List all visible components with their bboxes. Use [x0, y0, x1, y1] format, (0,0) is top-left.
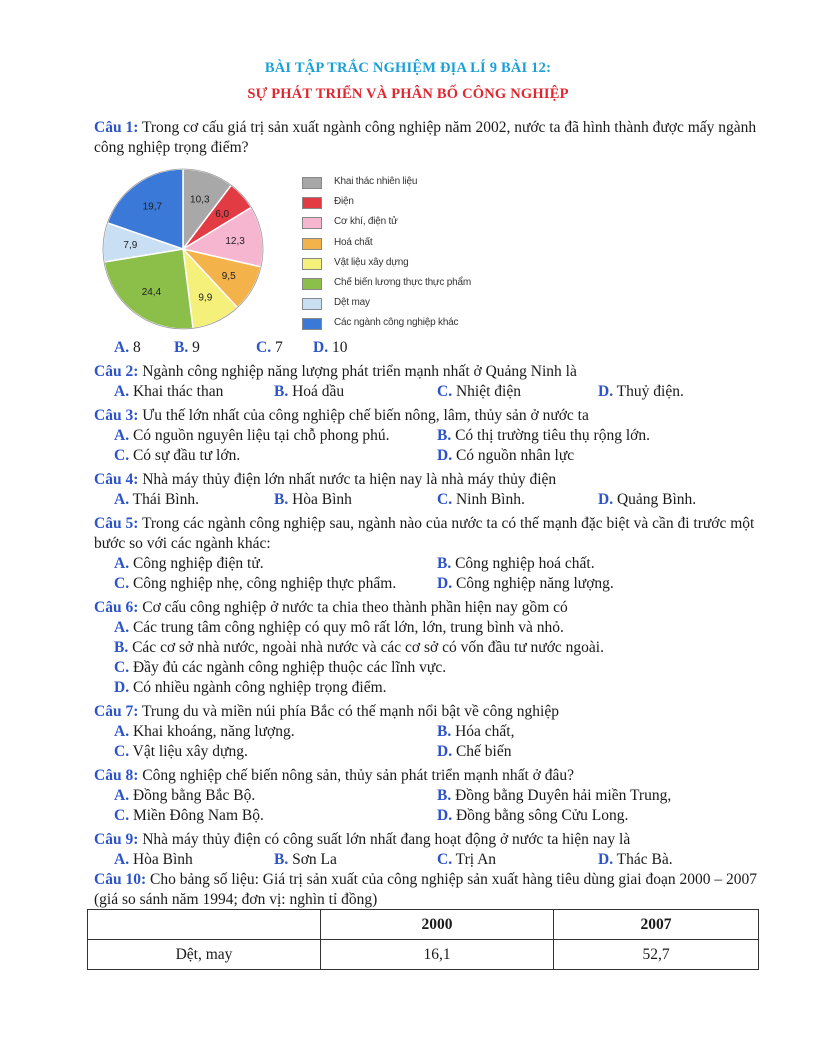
option-3a[interactable]: A. Có nguồn nguyên liệu tại chỗ phong phú. — [114, 427, 390, 444]
legend-label: Dệt may — [334, 297, 370, 309]
document-subtitle: SỰ PHÁT TRIỂN VÀ PHÂN BỐ CÔNG NGHIỆP — [247, 86, 569, 102]
question-text: Nhà máy thủy điện có công suất lớn nhất đang hoạt động ở nước ta hiện nay là — [142, 831, 631, 848]
option-2d[interactable]: D. Thuỷ điện. — [598, 383, 684, 400]
question-number: Câu 5: — [94, 515, 139, 532]
question-8 — [94, 766, 758, 786]
legend-label: Điện — [334, 196, 354, 208]
table-header-cell — [88, 910, 321, 940]
option-4d[interactable]: D. Quảng Bình. — [598, 491, 697, 508]
table-header-cell: 2007 — [554, 910, 759, 940]
option-6b[interactable]: B. Các cơ sở nhà nước, ngoài nhà nước và các cơ sở có vốn đầu tư nước ngoài. — [114, 639, 604, 656]
legend-label: Cơ khí, điện tử — [334, 216, 398, 228]
question-text: Cho bảng số liệu: Giá trị sản xuất của công nghiệp sản xuất hàng tiêu dùng giai đoạn 2000 – 2007 (giá so sánh năm 1994; đơn vị: nghìn tỉ đồng) — [94, 871, 757, 908]
pie-value-label: 6,0 — [215, 209, 230, 221]
legend-label: Chế biến lương thực thực phẩm — [334, 277, 472, 288]
option-5c[interactable]: C. Công nghiệp nhẹ, công nghiệp thực phẩm. — [114, 575, 397, 592]
option-9a[interactable]: A. Hòa Bình — [114, 851, 193, 868]
option-3c[interactable]: C. Có sự đầu tư lớn. — [114, 447, 241, 464]
question-4 — [94, 470, 758, 490]
question-number: Câu 2: — [94, 363, 139, 380]
question-text: Ưu thế lớn nhất của công nghiệp chế biến nông, lâm, thủy sản ở nước ta — [142, 407, 589, 424]
option-4a[interactable]: A. Thái Bình. — [114, 491, 199, 508]
question-9 — [94, 830, 758, 850]
option-9d[interactable]: D. Thác Bà. — [598, 851, 673, 868]
table-cell: 16,1 — [321, 940, 554, 970]
option-7c[interactable]: C. Vật liệu xây dựng. — [114, 743, 248, 760]
option-4c[interactable]: C. Ninh Bình. — [437, 491, 525, 508]
legend-swatch — [302, 197, 322, 209]
option-9b[interactable]: B. Sơn La — [274, 851, 337, 868]
option-5a[interactable]: A. Công nghiệp điện tử. — [114, 555, 264, 572]
legend-label: Vật liệu xây dựng — [334, 256, 409, 268]
legend-swatch — [302, 298, 322, 310]
option-8a[interactable]: A. Đồng bằng Bắc Bộ. — [114, 787, 256, 804]
question-number: Câu 8: — [94, 767, 139, 784]
question-text: Trong cơ cấu giá trị sản xuất ngành công nghiệp năm 2002, nước ta đã hình thành được mấy ngành công nghiệp trọng điểm? — [94, 119, 757, 156]
question-text: Nhà máy thủy điện lớn nhất nước ta hiện nay là nhà máy thủy điện — [142, 471, 557, 488]
pie-value-label: 9,9 — [198, 292, 213, 304]
legend-label: Hoá chất — [334, 236, 373, 248]
option-8c[interactable]: C. Miền Đông Nam Bộ. — [114, 807, 264, 824]
option-2c[interactable]: C. Nhiệt điện — [437, 383, 521, 400]
legend-swatch — [302, 217, 322, 229]
pie-chart — [100, 163, 480, 339]
legend-swatch — [302, 238, 322, 250]
option-4b[interactable]: B. Hòa Bình — [274, 491, 352, 508]
question-number: Câu 10: — [94, 871, 147, 888]
question-7 — [94, 702, 758, 722]
legend-label: Khai thác nhiên liệu — [334, 176, 418, 187]
option-5d[interactable]: D. Công nghiệp năng lượng. — [437, 575, 614, 592]
option-8d[interactable]: D. Đồng bằng sông Cửu Long. — [437, 807, 629, 824]
question-text: Trung du và miền núi phía Bắc có thế mạnh nổi bật về công nghiệp — [141, 703, 559, 720]
legend-swatch — [302, 177, 322, 189]
option-1c[interactable]: C. 7 — [256, 339, 283, 356]
option-6d[interactable]: D. Có nhiều ngành công nghiệp trọng điểm. — [114, 679, 387, 696]
legend-label: Các ngành công nghiệp khác — [334, 317, 459, 329]
table-cell: Dệt, may — [88, 940, 321, 970]
document-title: BÀI TẬP TRẮC NGHIỆM ĐỊA LÍ 9 BÀI 12: — [264, 60, 552, 76]
data-table — [87, 909, 759, 970]
option-7b[interactable]: B. Hóa chất, — [437, 723, 515, 740]
option-6c[interactable]: C. Đầy đủ các ngành công nghiệp thuộc các lĩnh vực. — [114, 659, 447, 676]
option-6a[interactable]: A. Các trung tâm công nghiệp có quy mô rất lớn, lớn, trung bình và nhỏ. — [114, 619, 564, 636]
table-row — [88, 940, 759, 970]
pie-value-label: 10,3 — [190, 194, 210, 206]
option-1b[interactable]: B. 9 — [174, 339, 200, 356]
question-text: Công nghiệp chế biến nông sản, thủy sản phát triển mạnh nhất ở đâu? — [142, 767, 575, 784]
option-8b[interactable]: B. Đồng bằng Duyên hải miền Trung, — [437, 787, 672, 804]
table-cell: 52,7 — [554, 940, 759, 970]
option-9c[interactable]: C. Trị An — [437, 851, 497, 868]
question-number: Câu 9: — [94, 831, 139, 848]
option-1d[interactable]: D. 10 — [313, 339, 348, 356]
question-2 — [94, 362, 758, 382]
question-3 — [94, 406, 758, 426]
question-number: Câu 3: — [94, 407, 139, 424]
table-header-row — [88, 910, 759, 940]
legend-swatch — [302, 318, 322, 330]
question-number: Câu 4: — [94, 471, 139, 488]
pie-value-label: 12,3 — [225, 236, 245, 248]
pie-chart-svg — [100, 163, 270, 339]
option-3b[interactable]: B. Có thị trường tiêu thụ rộng lớn. — [437, 427, 650, 444]
option-7a[interactable]: A. Khai khoáng, năng lượng. — [114, 723, 295, 740]
legend-swatch — [302, 258, 322, 270]
pie-value-label: 9,5 — [221, 270, 236, 282]
option-5b[interactable]: B. Công nghiệp hoá chất. — [437, 555, 595, 572]
question-6 — [94, 598, 758, 618]
question-10 — [94, 870, 758, 910]
question-1 — [94, 118, 758, 158]
option-2a[interactable]: A. Khai thác than — [114, 383, 224, 400]
question-number: Câu 6: — [94, 599, 139, 616]
table-header-cell: 2000 — [321, 910, 554, 940]
option-1a[interactable]: A. 8 — [114, 339, 141, 356]
question-text: Ngành công nghiệp năng lượng phát triển mạnh nhất ở Quảng Ninh là — [142, 363, 577, 380]
pie-value-label: 24,4 — [141, 286, 162, 298]
question-number: Câu 1: — [94, 119, 139, 136]
pie-value-label: 7,9 — [123, 240, 138, 252]
legend-swatch — [302, 278, 322, 290]
pie-value-label: 19,7 — [142, 201, 163, 213]
option-2b[interactable]: B. Hoá dầu — [274, 383, 345, 400]
question-number: Câu 7: — [94, 703, 139, 720]
question-text: Cơ cấu công nghiệp ở nước ta chia theo thành phần hiện nay gồm có — [142, 599, 568, 616]
question-5 — [94, 514, 758, 554]
option-7d[interactable]: D. Chế biến — [437, 743, 512, 760]
option-3d[interactable]: D. Có nguồn nhân lực — [437, 447, 575, 464]
question-text: Trong các ngành công nghiệp sau, ngành nào của nước ta có thế mạnh đặc biệt và cần đi trước một bước so với các ngành khác: — [94, 515, 755, 552]
